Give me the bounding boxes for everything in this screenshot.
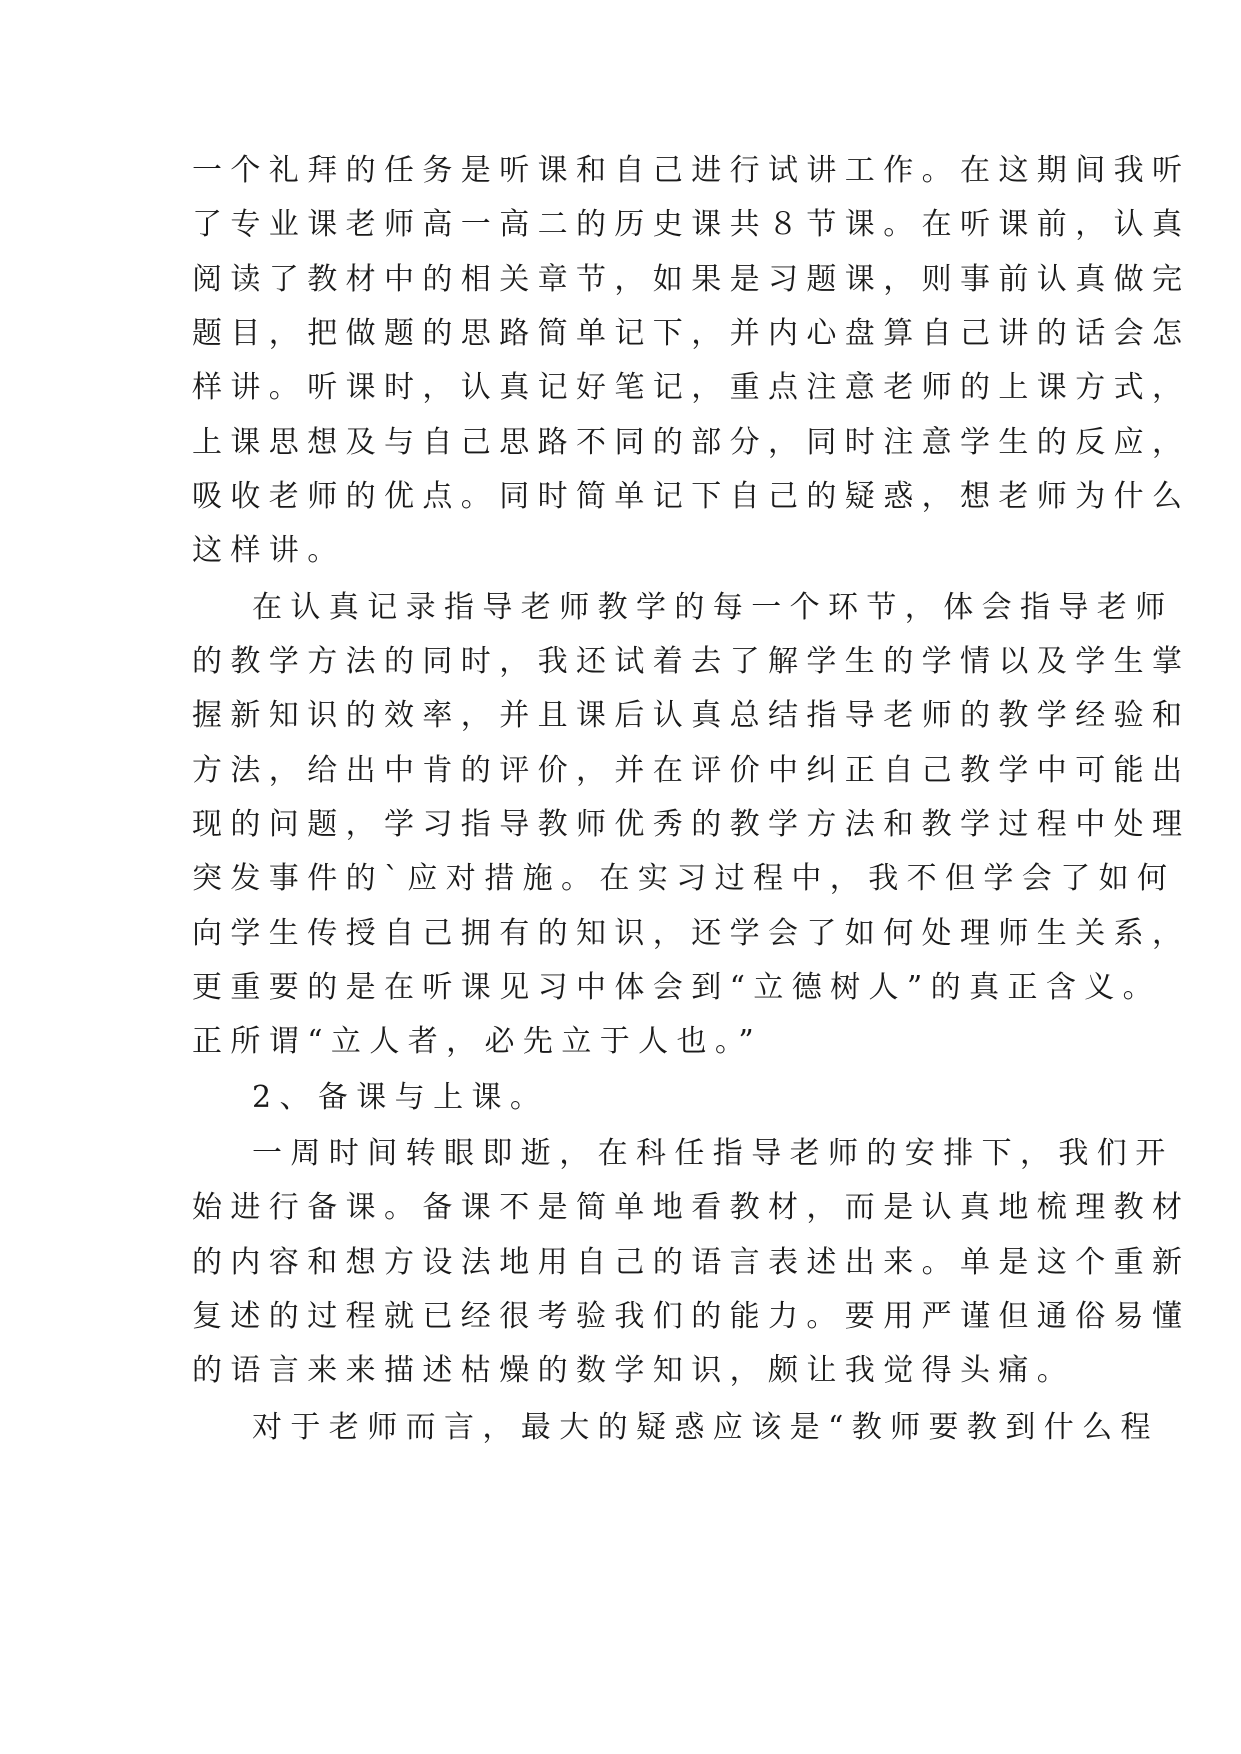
text-line: 的教学方法的同时，我还试着去了解学生的学情以及学生掌 bbox=[192, 644, 1191, 679]
text-line: 始进行备课。备课不是简单地看教材，而是认真地梳理教材 bbox=[192, 1190, 1191, 1225]
text-line: 突发事件的`应对措施。在实习过程中，我不但学会了如何 bbox=[192, 861, 1176, 896]
text-line: 方法，给出中肯的评价，并在评价中纠正自己教学中可能出 bbox=[192, 753, 1191, 788]
text-line: 这样讲。 bbox=[192, 533, 346, 568]
text-line: 向学生传授自己拥有的知识，还学会了如何处理师生关系， bbox=[192, 916, 1191, 951]
section-heading: 2、备课与上课。 bbox=[252, 1080, 549, 1115]
paragraph-first-line: 在认真记录指导老师教学的每一个环节，体会指导老师 bbox=[252, 590, 1174, 625]
text-line: 了专业课老师高一高二的历史课共８节课。在听课前，认真 bbox=[192, 207, 1191, 242]
text-line: 复述的过程就已经很考验我们的能力。要用严谨但通俗易懂 bbox=[192, 1299, 1191, 1334]
text-line: 的内容和想方设法地用自己的语言表述出来。单是这个重新 bbox=[192, 1245, 1191, 1280]
text-line: 更重要的是在听课见习中体会到“立德树人”的真正含义。 bbox=[192, 970, 1162, 1005]
text-line: 阅读了教材中的相关章节，如果是习题课，则事前认真做完 bbox=[192, 262, 1191, 297]
text-line: 吸收老师的优点。同时简单记下自己的疑惑，想老师为什么 bbox=[192, 479, 1191, 514]
text-line: 的语言来来描述枯燥的数学知识，颇让我觉得头痛。 bbox=[192, 1353, 1076, 1388]
text-line: 握新知识的效率，并且课后认真总结指导老师的教学经验和 bbox=[192, 698, 1191, 733]
text-line: 现的问题，学习指导教师优秀的教学方法和教学过程中处理 bbox=[192, 807, 1191, 842]
text-line: 题目，把做题的思路简单记下，并内心盘算自己讲的话会怎 bbox=[192, 316, 1191, 351]
text-line: 一个礼拜的任务是听课和自己进行试讲工作。在这期间我听 bbox=[192, 153, 1191, 188]
text-line: 样讲。听课时，认真记好笔记，重点注意老师的上课方式， bbox=[192, 370, 1191, 405]
text-line: 上课思想及与自己思路不同的部分，同时注意学生的反应， bbox=[192, 425, 1191, 460]
paragraph-first-line: 一周时间转眼即逝，在科任指导老师的安排下，我们开 bbox=[252, 1136, 1174, 1171]
text-line: 正所谓“立人者，必先立于人也。” bbox=[192, 1024, 763, 1059]
paragraph-first-line: 对于老师而言，最大的疑惑应该是“教师要教到什么程 bbox=[252, 1410, 1159, 1445]
